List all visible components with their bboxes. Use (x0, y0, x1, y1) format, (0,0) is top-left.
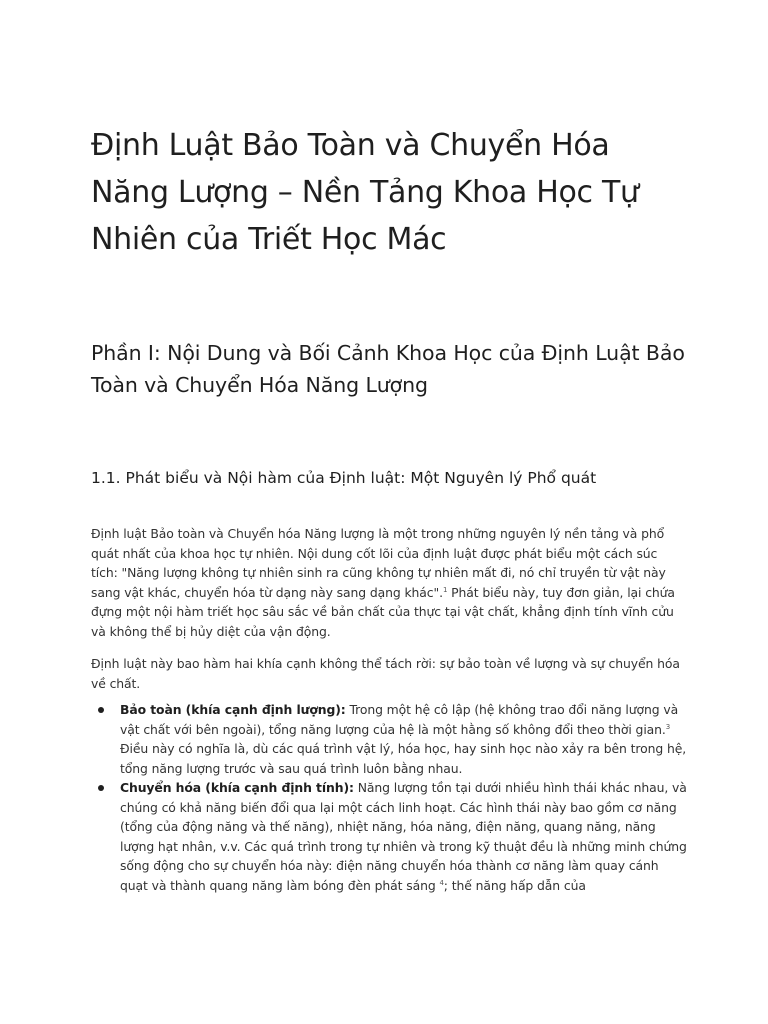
document-page (91, 122, 687, 895)
list-item-text: Trong một hệ cô lập (hệ không trao đổi năng lượng và vật chất với bên ngoài), tổng năng lượng của hệ là một hằng số không đổi theo thời gian. (120, 702, 679, 737)
footnote-ref[interactable]: 4 (439, 878, 444, 887)
list-item-text: Điều này có nghĩa là, dù các quá trình vật lý, hóa học, hay sinh học nào xảy ra bên trong hệ, tổng năng lượng trước và sau quá trình luôn bằng nhau. (120, 741, 687, 776)
bullet-list (91, 700, 687, 895)
document-title: Định Luật Bảo Toàn và Chuyển Hóa Năng Lượng – Nền Tảng Khoa Học Tự Nhiên của Triết Học Mác (91, 128, 639, 257)
list-item-text: Năng lượng tồn tại dưới nhiều hình thái khác nhau, và chúng có khả năng biến đổi qua lại một cách linh hoạt. Các hình thái này bao gồm cơ năng (tổng của động năng và thế năng), nhiệt năng, hóa năng, điện năng, quang năng, năng lượng hạt nhân, v.v. Các quá trình trong tự nhiên và trong kỹ thuật đều là những minh chứng sống động cho sự chuyển hóa này: điện năng chuyển hóa thành cơ năng làm quay cánh quạt và thành quang năng làm bóng đèn phát sáng (120, 780, 687, 893)
footnote-ref[interactable]: 1 (442, 585, 448, 594)
section-heading: Phần I: Nội Dung và Bối Cảnh Khoa Học của Định Luật Bảo Toàn và Chuyển Hóa Năng Lượng (91, 341, 685, 397)
footnote-ref[interactable]: 3 (665, 722, 671, 731)
list-item (91, 778, 687, 895)
list-item-label: Bảo toàn (khía cạnh định lượng): (120, 702, 346, 717)
paragraph-text: Phát biểu này, tuy đơn giản, lại chứa đựng một nội hàm triết học sâu sắc về bản chất của thực tại vật chất, khẳng định tính vĩnh cửu và không thể bị hủy diệt của vận động. (91, 584, 675, 639)
list-item-label: Chuyển hóa (khía cạnh định tính): (120, 780, 354, 795)
list-item (91, 700, 687, 778)
bullet-dot-icon (98, 707, 104, 713)
paragraph-text: Định luật Bảo toàn và Chuyển hóa Năng lượng là một trong những nguyên lý nền tảng và phổ quát nhất của khoa học tự nhiên. Nội dung cốt lõi của định luật được phát biểu một cách súc tích: "Năng lượng không tự nhiên sinh ra cũng không tự nhiên mất đi, nó chỉ truyền từ vật này sang vật khác, chuyển hóa từ dạng này sang dạng khác". (91, 526, 666, 600)
list-item-text: ; thế năng hấp dẫn của (443, 877, 586, 893)
subsection-heading: 1.1. Phát biểu và Nội hàm của Định luật: Một Nguyên lý Phổ quát (91, 469, 597, 487)
paragraph-aspects: Định luật này bao hàm hai khía cạnh không thể tách rời: sự bảo toàn về lượng và sự chuyển hóa về chất. (91, 656, 680, 691)
paragraph-definition (91, 524, 687, 641)
bullet-dot-icon (98, 785, 104, 791)
